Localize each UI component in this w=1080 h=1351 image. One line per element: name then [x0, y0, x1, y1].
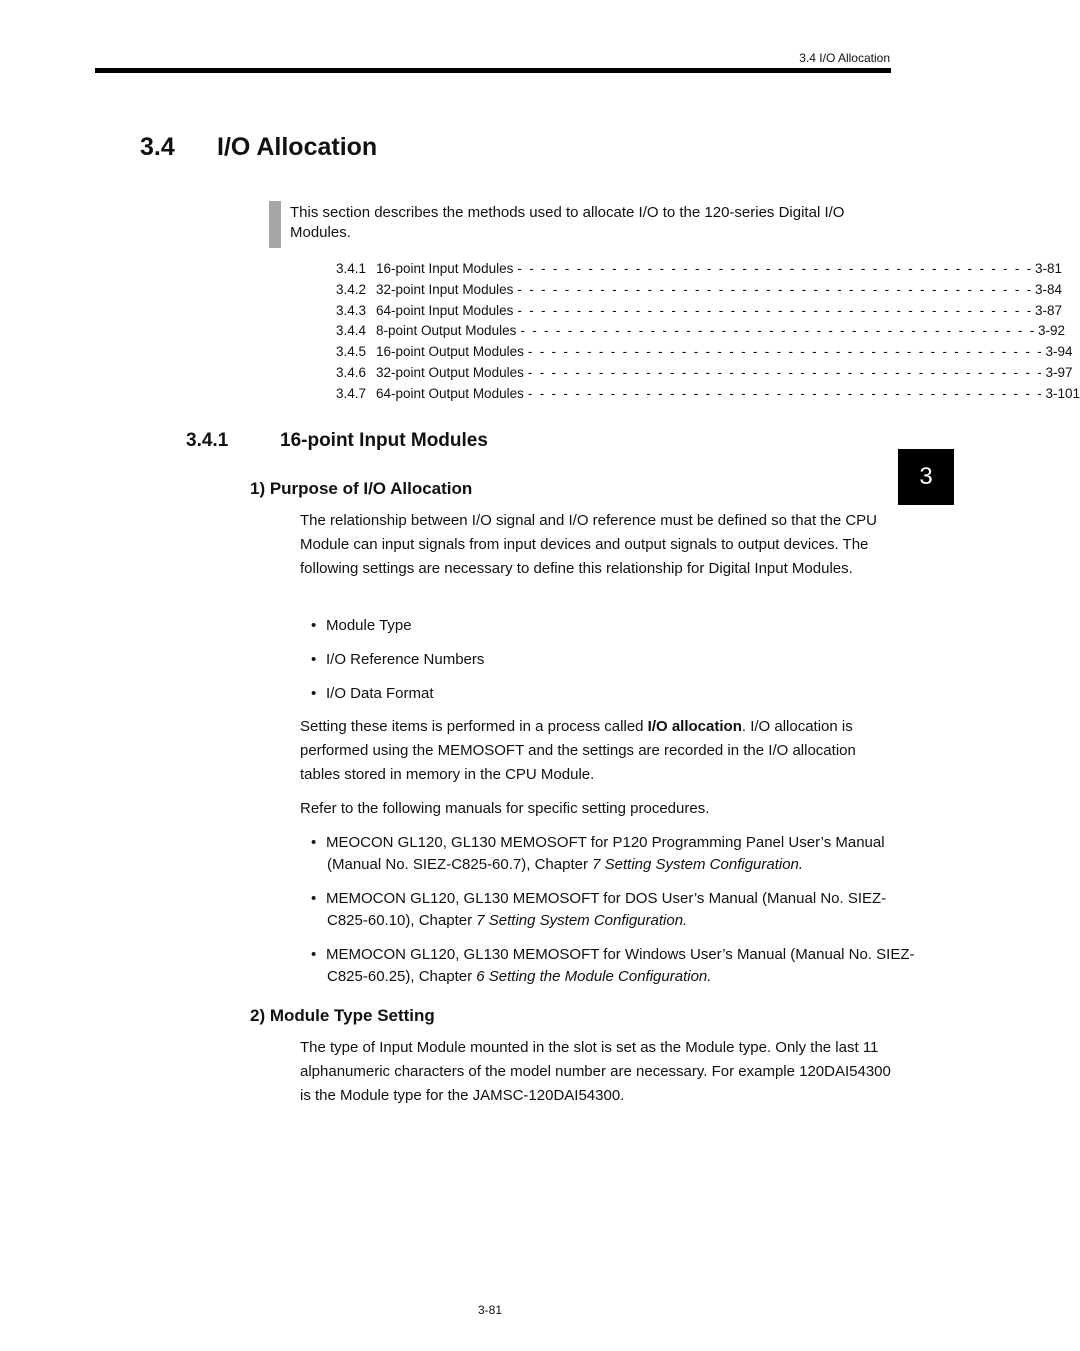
toc-number: 3.4.1: [336, 261, 367, 276]
purpose-heading: 1) Purpose of I/O Allocation: [250, 479, 473, 498]
manual-reference-chapter: 7 Setting System Configuration.: [476, 912, 688, 929]
manual-reference: • MEMOCON GL120, GL130 MEMOSOFT for Windows User’s Manual (Manual No. SIEZ-C825-60.25), Chapter 6 Setting the Module Configuration.: [311, 946, 915, 985]
toc-title: 64-point Output Modules: [376, 385, 524, 401]
toc-entry[interactable]: [336, 385, 1080, 407]
toc-page: 3-101: [1045, 385, 1080, 401]
toc-title: 8-point Output Modules: [376, 323, 517, 339]
module-type-paragraph: The type of Input Module mounted in the slot is set as the Module type. Only the last 11 alphanumeric characters of the model number are necessary. For example 120DAI54300 is the Module type for the JAMSC-120DAI54300.: [300, 1039, 891, 1104]
toc-title: 16-point Input Modules: [376, 261, 514, 276]
toc-leader: - - - - - - - - - - - - - - - - - - - - - - - - - - - - - - - - - - - - - - - - - - - -: [517, 261, 1034, 276]
subsection-number: 3.4.1: [186, 430, 229, 451]
toc-number: 3.4.6: [336, 364, 367, 380]
allocation-text-post: . I/O allocation is performed using the MEMOSOFT and the settings are recorded in the I/O allocation tables stored in memory in the CPU Module.: [300, 718, 856, 783]
toc-title: 32-point Input Modules: [376, 281, 514, 297]
page-number: 3-81: [477, 1303, 503, 1317]
allocation-text-pre: Setting these items is performed in a process called: [300, 718, 648, 735]
toc-number: 3.4.7: [336, 385, 367, 401]
toc-entry[interactable]: [336, 364, 1073, 386]
toc-page: 3-94: [1045, 344, 1073, 360]
manual-reference-text: MEMOCON GL120, GL130 MEMOSOFT for DOS User’s Manual (Manual No. SIEZ-C825-60.10), Chapter: [326, 890, 887, 929]
toc-leader: - - - - - - - - - - - - - - - - - - - - - - - - - - - - - - - - - - - - - - - - - - - -: [517, 281, 1034, 297]
manual-reference-chapter: 6 Setting the Module Configuration.: [476, 968, 712, 985]
toc-page: 3-84: [1035, 281, 1063, 297]
toc-entry[interactable]: [336, 281, 1063, 303]
subsection-title: 16-point Input Modules: [280, 430, 488, 451]
toc-title: 32-point Output Modules: [376, 364, 524, 380]
list-item: • I/O Reference Numbers: [311, 651, 485, 668]
section-heading: [140, 133, 377, 162]
toc-number: 3.4.4: [336, 323, 367, 339]
list-item-text: I/O Data Format: [326, 685, 434, 702]
list-item: • Module Type: [311, 617, 412, 634]
manual-reference-text: MEMOCON GL120, GL130 MEMOSOFT for Windows User’s Manual (Manual No. SIEZ-C825-60.25), Chapter: [326, 946, 915, 985]
toc-page: 3-92: [1038, 323, 1066, 339]
section-title: I/O Allocation: [217, 133, 378, 161]
allocation-term: I/O allocation: [647, 718, 742, 735]
header-rule: [95, 68, 891, 73]
toc-number: 3.4.3: [336, 302, 367, 318]
list-item-text: Module Type: [326, 617, 412, 634]
toc-page: 3-87: [1035, 302, 1063, 318]
toc-leader: - - - - - - - - - - - - - - - - - - - - - - - - - - - - - - - - - - - - - - - - - - - -: [520, 323, 1037, 339]
toc-leader: - - - - - - - - - - - - - - - - - - - - - - - - - - - - - - - - - - - - - - - - - - - -: [527, 344, 1044, 360]
manual-reference-text: MEOCON GL120, GL130 MEMOSOFT for P120 Programming Panel User’s Manual (Manual No. SIEZ-C825-60.7), Chapter: [326, 834, 885, 873]
subsection-heading: [186, 430, 488, 452]
manual-reference: • MEOCON GL120, GL130 MEMOSOFT for P120 Programming Panel User’s Manual (Manual No. SIEZ-C825-60.7), Chapter 7 Setting System Configuration.: [311, 834, 885, 873]
intro-paragraph: This section describes the methods used to allocate I/O to the 120-series Digital I/O Modules.: [290, 204, 845, 241]
toc-entry[interactable]: [336, 302, 1063, 324]
toc-page: 3-81: [1035, 261, 1063, 276]
chapter-tab: 3: [898, 449, 954, 505]
toc-number: 3.4.5: [336, 344, 367, 360]
section-number: 3.4: [140, 133, 175, 161]
table-of-contents: [336, 261, 1080, 407]
list-item-text: I/O Reference Numbers: [326, 651, 485, 668]
toc-number: 3.4.2: [336, 281, 367, 297]
toc-entry[interactable]: [336, 261, 1063, 282]
intro-marker-bar: [269, 201, 281, 248]
toc-leader: - - - - - - - - - - - - - - - - - - - - - - - - - - - - - - - - - - - - - - - - - - - -: [527, 364, 1044, 380]
running-head: 3.4 I/O Allocation: [799, 51, 890, 65]
toc-entry[interactable]: [336, 323, 1066, 344]
manual-reference: • MEMOCON GL120, GL130 MEMOSOFT for DOS User’s Manual (Manual No. SIEZ-C825-60.10), Chapter 7 Setting System Configuration.: [311, 890, 887, 929]
toc-entry[interactable]: [336, 344, 1073, 365]
toc-title: 16-point Output Modules: [376, 344, 524, 360]
module-type-heading: 2) Module Type Setting: [250, 1006, 435, 1025]
purpose-paragraph: The relationship between I/O signal and I/O reference must be defined so that the CPU Module can input signals from input devices and output signals to output devices. The following settings are necessary to define this relationship for Digital Input Modules.: [300, 512, 877, 577]
list-item: • I/O Data Format: [311, 685, 434, 702]
toc-leader: - - - - - - - - - - - - - - - - - - - - - - - - - - - - - - - - - - - - - - - - - - - -: [527, 385, 1044, 401]
refer-paragraph: Refer to the following manuals for specific setting procedures.: [300, 800, 710, 817]
toc-page: 3-97: [1045, 364, 1073, 380]
toc-leader: - - - - - - - - - - - - - - - - - - - - - - - - - - - - - - - - - - - - - - - - - - - -: [517, 302, 1034, 318]
manual-reference-chapter: 7 Setting System Configuration.: [592, 856, 804, 873]
allocation-paragraph: [300, 715, 892, 787]
toc-title: 64-point Input Modules: [376, 302, 514, 318]
